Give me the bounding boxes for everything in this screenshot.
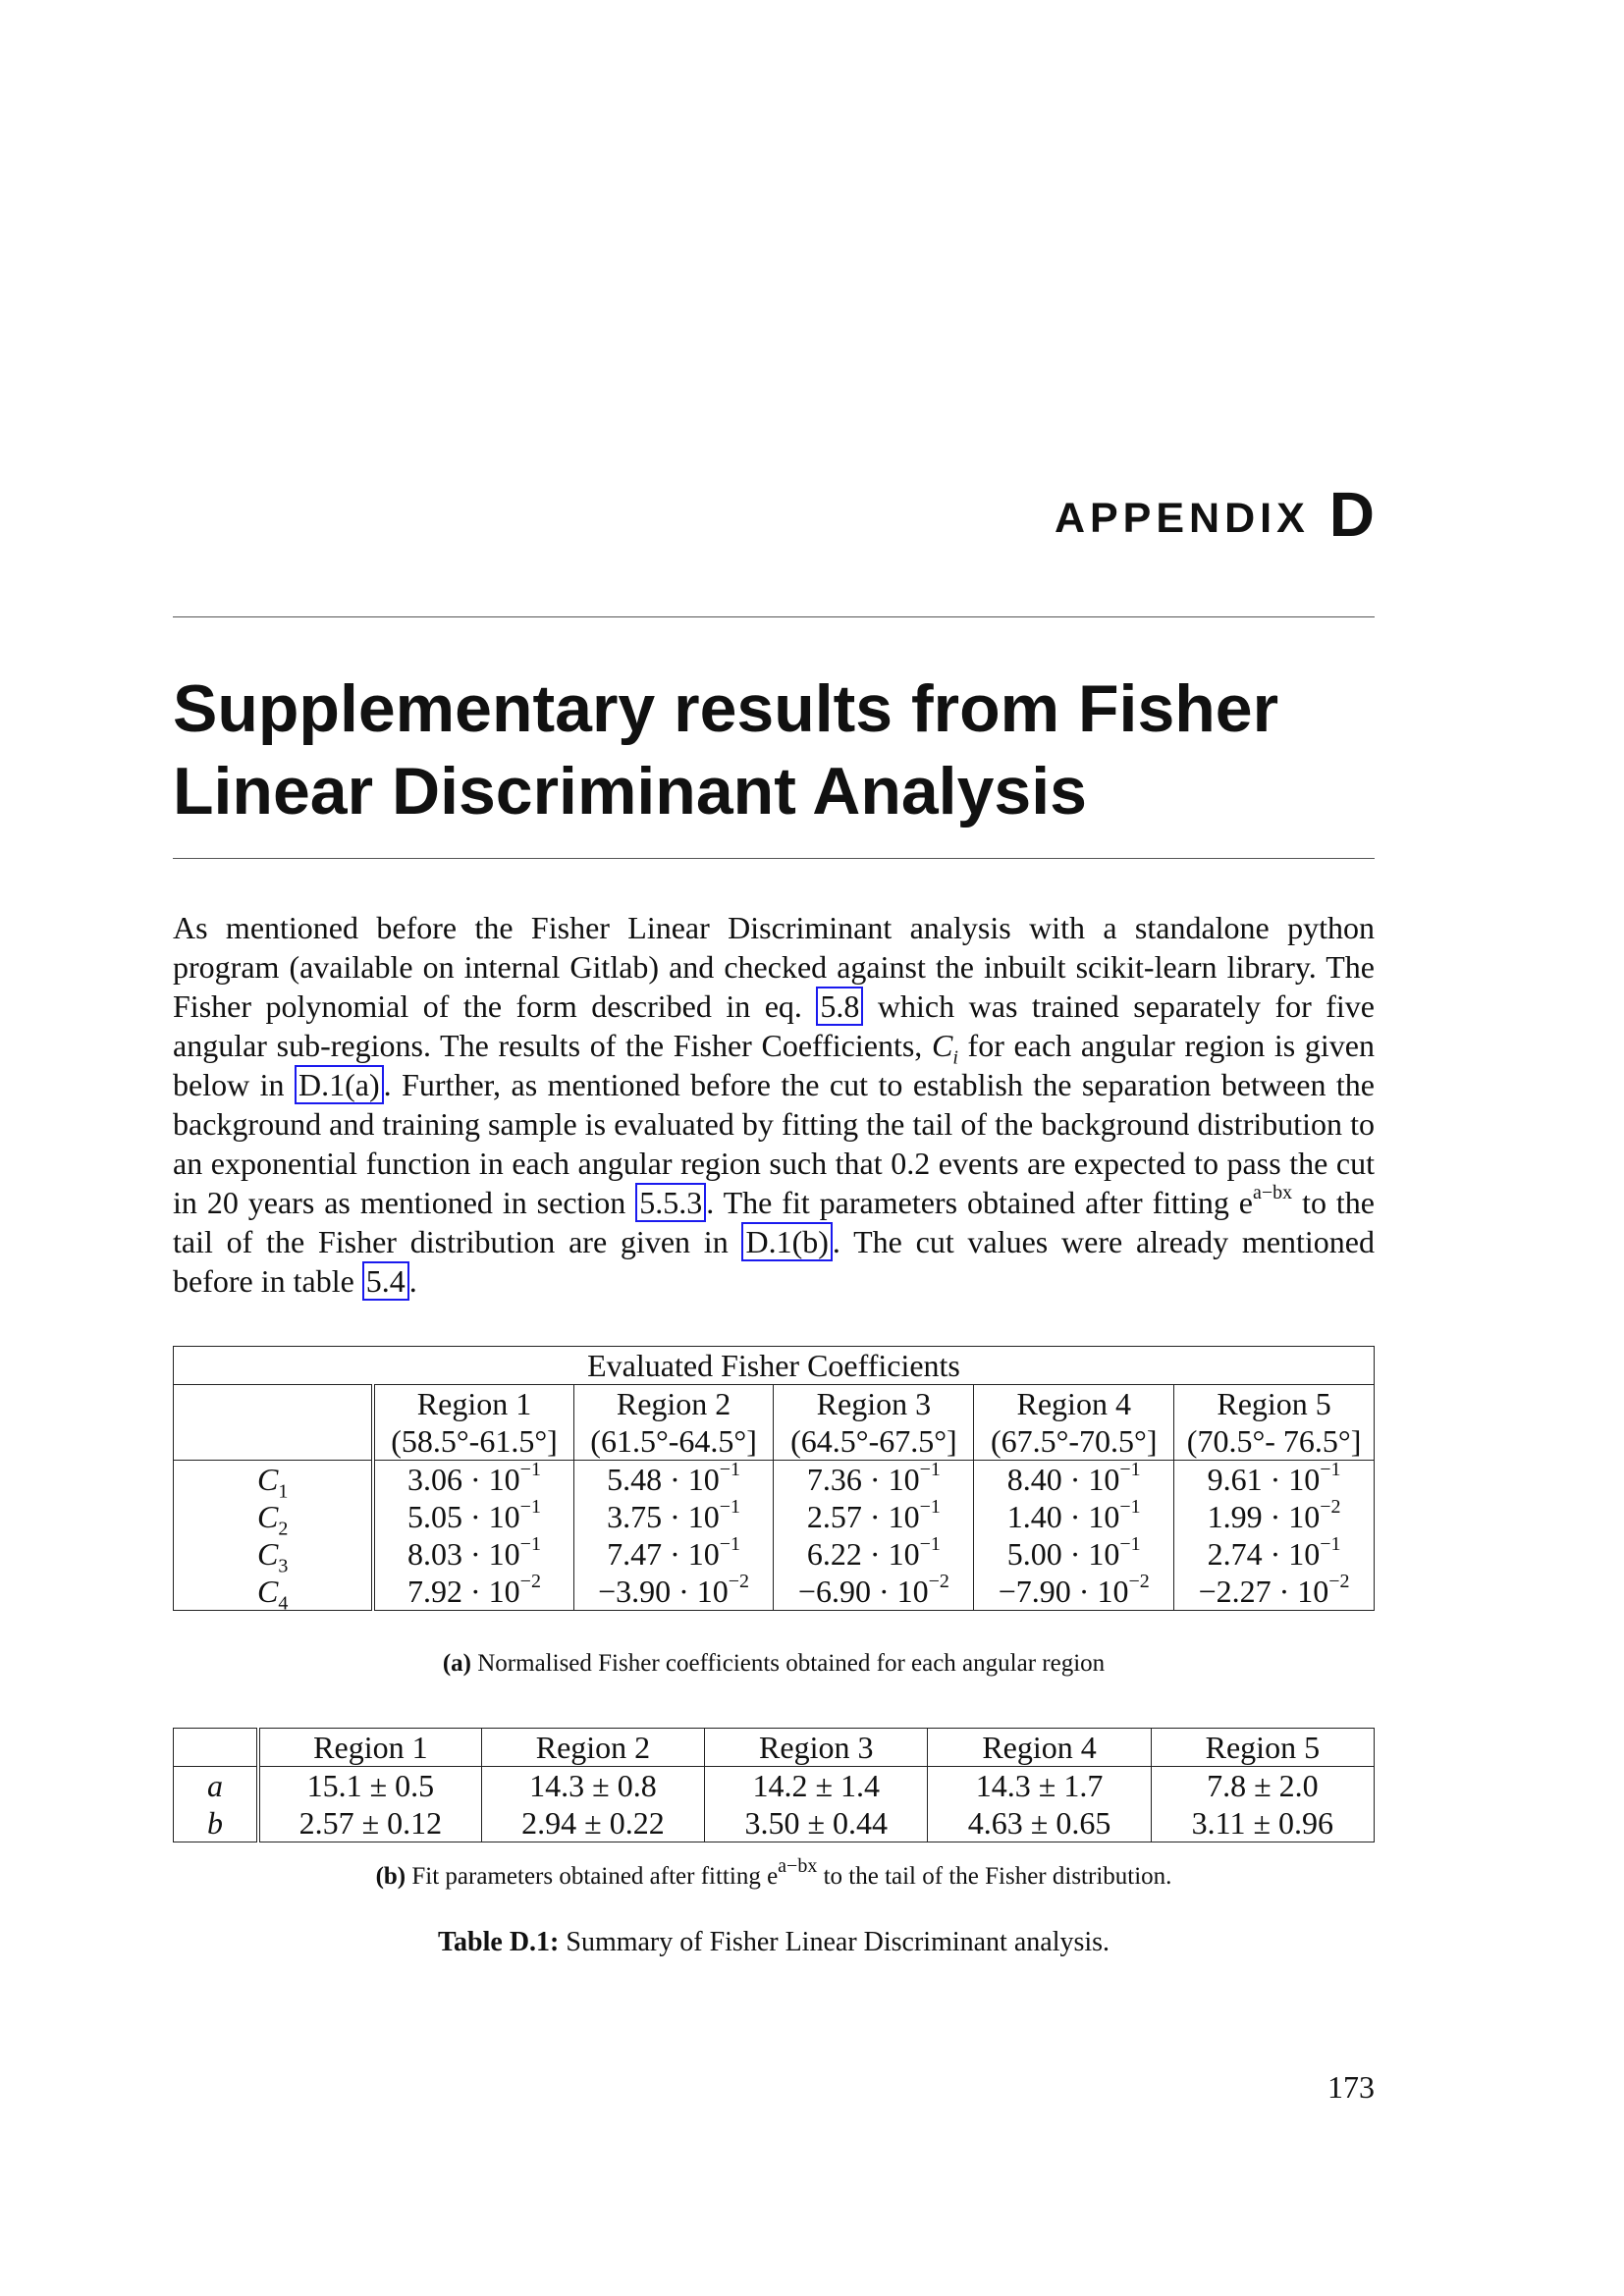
title-rule-bottom [173,858,1375,859]
region-header: Region 4 [974,1385,1174,1423]
table-a-caption [173,1650,1375,1678]
row-label: $C_3$ [174,1535,374,1573]
fit-value-cell: 2.57 ± 0.12 [258,1804,481,1842]
caption-a-text: Normalised Fisher coefficients obtained for each angular region [477,1650,1106,1677]
coefficient-cell: $1.99 \cdot 10^{-2}$ [1174,1498,1375,1535]
body-text-8: . [408,1263,417,1299]
table-a-title: Evaluated Fisher Coefficients [174,1347,1375,1385]
coefficient-cell: $5.05 \cdot 10^{-1}$ [373,1498,573,1535]
coefficient-cell: $7.92 \cdot 10^{-2}$ [373,1573,573,1611]
coefficient-cell: $7.47 \cdot 10^{-1}$ [573,1535,774,1573]
fit-value-cell: 15.1 ± 0.5 [258,1767,481,1805]
table-d1b-ref-link[interactable]: D.1(b) [741,1222,832,1261]
fit-value-cell: 14.2 ± 1.4 [705,1767,928,1805]
coefficient-cell: $3.75 \cdot 10^{-1}$ [573,1498,774,1535]
coefficient-cell: $5.48 \cdot 10^{-1}$ [573,1461,774,1499]
corner-cell [174,1729,259,1767]
region-header: Region 1 [373,1385,573,1423]
caption-b-label: (b) [375,1863,406,1890]
fit-value-cell: 7.8 ± 2.0 [1151,1767,1374,1805]
caption-a-label: (a) [442,1650,471,1677]
body-text-1: As mentioned before the Fisher Linear Discriminant analysis with a standalone python program (available on internal Gitlab) and checked against the inbuilt scikit-learn library. The Fisher polynomial of the form described in eq. [173,910,1375,1024]
caption-b-text-1: Fit parameters obtained after fitting e [411,1863,779,1890]
fit-value-cell: 3.50 ± 0.44 [705,1804,928,1842]
region-header: Region 4 [928,1729,1151,1767]
appendix-letter: D [1328,479,1375,550]
body-text-5: . The fit parameters obtained after fitting e [706,1185,1253,1220]
body-text-4: . Further, as mentioned before the cut to establish the separation between the background and training sample is evaluated by fitting the tail of the background distribution to an exponential function in each angular region such that 0.2 events are expected to pass the cut in 20 years as mentioned in section [173,1067,1376,1220]
appendix-label [1055,478,1375,551]
coefficient-cell: $8.40 \cdot 10^{-1}$ [974,1461,1174,1499]
table-d1a-ref-link[interactable]: D.1(a) [295,1065,384,1104]
title-rule-top [173,616,1375,617]
row-label: $C_1$ [174,1461,374,1499]
section-ref-link[interactable]: 5.5.3 [635,1183,706,1222]
table-d1-text: Summary of Fisher Linear Discriminant analysis. [566,1927,1110,1957]
region-header: Region 3 [705,1729,928,1767]
page-number: 173 [1327,2069,1375,2105]
region-range: (70.5°- 76.5°] [1174,1422,1375,1461]
fit-parameters-table [173,1728,1375,1842]
coefficient-cell: $2.74 \cdot 10^{-1}$ [1174,1535,1375,1573]
coefficient-cell: $8.03 \cdot 10^{-1}$ [373,1535,573,1573]
coefficient-cell: $9.61 \cdot 10^{-1}$ [1174,1461,1375,1499]
body-paragraph [173,908,1375,1301]
fisher-coefficient-symbol: C [931,1028,953,1063]
region-range: (64.5°-67.5°] [774,1422,974,1461]
body-text-3: for each angular region is given below in [173,1028,1376,1102]
table-b-caption [173,1854,1375,1891]
region-range: (58.5°-61.5°] [373,1422,573,1461]
coefficient-cell: $-6.90 \cdot 10^{-2}$ [774,1573,974,1611]
region-header: Region 2 [481,1729,704,1767]
caption-b-exponent: a−bx [778,1854,818,1877]
fit-value-cell: 14.3 ± 1.7 [928,1767,1151,1805]
corner-cell [174,1385,374,1423]
table-ref-link[interactable]: 5.4 [362,1261,409,1301]
caption-b-text-2: to the tail of the Fisher distribution. [817,1863,1172,1890]
body-text-7: . The cut values were already mentioned before in table [173,1224,1376,1299]
coefficient-cell: $1.40 \cdot 10^{-1}$ [974,1498,1174,1535]
region-header: Region 5 [1174,1385,1375,1423]
coefficient-cell: $-2.27 \cdot 10^{-2}$ [1174,1573,1375,1611]
fit-value-cell: 14.3 ± 0.8 [481,1767,704,1805]
row-label: $C_2$ [174,1498,374,1535]
region-header: Region 5 [1151,1729,1374,1767]
body-text-2: which was trained separately for five angular sub-regions. The results of the Fisher Coefficients, [173,988,1375,1063]
row-label: a [174,1767,259,1805]
appendix-word: APPENDIX [1054,495,1310,542]
fisher-coefficient-index: i [952,1046,958,1069]
coefficient-cell: $7.36 \cdot 10^{-1}$ [774,1461,974,1499]
fit-value-cell: 2.94 ± 0.22 [481,1804,704,1842]
fisher-coefficients-table [173,1346,1375,1615]
fit-value-cell: 4.63 ± 0.65 [928,1804,1151,1842]
region-header: Region 2 [573,1385,774,1423]
corner-cell [174,1422,374,1461]
chapter-title: Supplementary results from Fisher Linear Discriminant Analysis [173,671,1279,828]
fit-value-cell: 3.11 ± 0.96 [1151,1804,1374,1842]
region-range: (67.5°-70.5°] [974,1422,1174,1461]
region-header: Region 3 [774,1385,974,1423]
row-label: b [174,1804,259,1842]
table-d1-label: Table D.1: [437,1927,560,1957]
coefficient-cell: $-3.90 \cdot 10^{-2}$ [573,1573,774,1611]
eq-ref-link[interactable]: 5.8 [816,987,863,1026]
table-d1-caption [173,1927,1375,1958]
coefficient-cell: $5.00 \cdot 10^{-1}$ [974,1535,1174,1573]
coefficient-cell: $3.06 \cdot 10^{-1}$ [373,1461,573,1499]
region-header: Region 1 [258,1729,481,1767]
row-label: $C_4$ [174,1573,374,1611]
coefficient-cell: $2.57 \cdot 10^{-1}$ [774,1498,974,1535]
body-text-6: to the tail of the Fisher distribution are given in [173,1185,1375,1259]
coefficient-cell: $-7.90 \cdot 10^{-2}$ [974,1573,1174,1611]
coefficient-cell: $6.22 \cdot 10^{-1}$ [774,1535,974,1573]
exponent: a−bx [1252,1182,1293,1204]
region-range: (61.5°-64.5°] [573,1422,774,1461]
